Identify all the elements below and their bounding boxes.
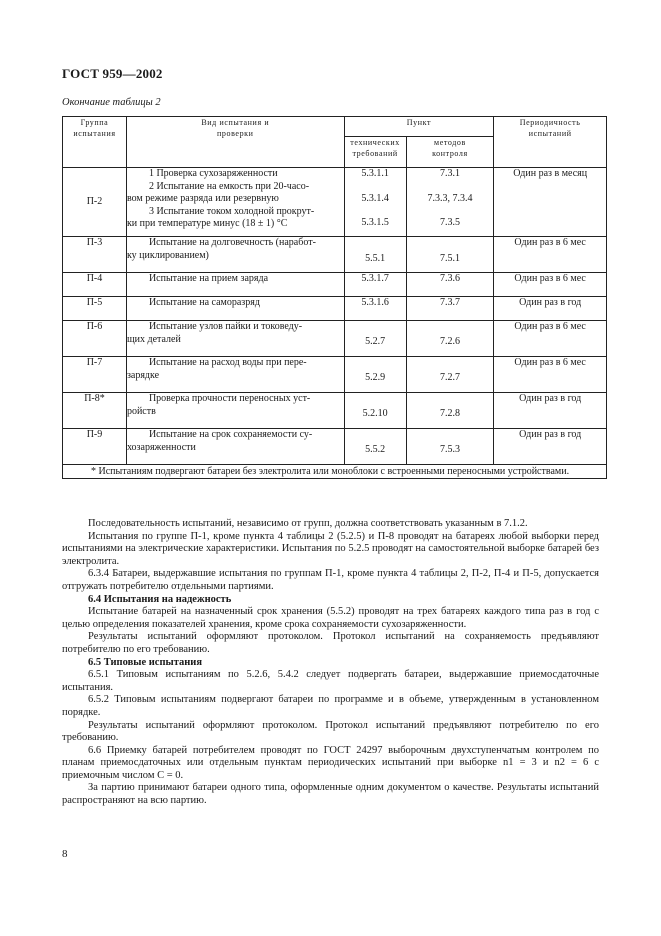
paragraph: 6.5.1 Типовым испытаниям по 5.2.6, 5.4.2 следует подвергать батареи, выдержавшие приемосдаточные испытания. [62,669,599,693]
row-methods: 7.2.8 [406,393,494,429]
row-period: Один раз в год [494,393,607,429]
row-test-name: Испытание на расход воды при пере- зарядке [126,357,344,393]
paragraph: Последовательность испытаний, независимо от групп, должна соответствовать указанным в 7.1.2. [88,518,528,529]
row-test-name: Проверка прочности переносных уст- ройств [126,393,344,429]
paragraph: Результаты испытаний оформляют протоколом. Протокол испытаний на сохраняемость предъявляют потребителю по его требованию. [62,631,599,655]
table-row [63,357,607,393]
row-period: Один раз в год [494,297,607,321]
table-caption: Окончание таблицы 2 [62,97,161,108]
row-group: П-3 [63,237,127,273]
row-group: П-5 [63,297,127,321]
table-row [63,237,607,273]
row-group: П-9 [63,429,127,465]
row-period: Один раз в год [494,429,607,465]
row-tech: 5.3.1.7 [344,273,406,297]
row-tech: 5.3.1.1 5.3.1.4 5.3.1.5 [344,168,406,237]
paragraph: За партию принимают батареи одного типа, оформленные одним документом о качестве. Результаты испытаний распространяют на всю партию. [62,782,599,807]
row-group: П-6 [63,321,127,357]
row-methods: 7.2.7 [406,357,494,393]
header-point: Пункт [344,117,494,137]
table-footnote-row [63,465,607,479]
table-row [63,273,607,297]
row-period: Один раз в 6 мес [494,237,607,273]
header-test-type: Вид испытания и проверки [126,117,344,168]
row-tech: 5.2.9 [344,357,406,393]
row-group: П-7 [63,357,127,393]
paragraph: Испытания по группе П-1, кроме пункта 4 таблицы 2 (5.2.5) и П-8 проводят на батареях любой выборки перед испытаниями на электрические характеристики. Испытания по 5.2.5 проводят на самостоятельной выборке батарей без электролита. [62,530,599,567]
body-text [62,518,599,808]
section-heading: 6.5 Типовые испытания [88,656,203,668]
row-group: П-2 [63,168,127,237]
row-methods: 7.5.3 [406,429,494,465]
row-period: Один раз в 6 мес [494,273,607,297]
row-methods: 7.5.1 [406,237,494,273]
row-tech: 5.3.1.6 [344,297,406,321]
header-tech-requirements: технических требований [344,137,406,168]
paragraph: 6.3.4 Батареи, выдержавшие испытания по группам П-1, кроме пункта 4 таблицы 2, П-2, П-4 и П-5, допускается отгружать потребителю отдельными партиями. [62,568,599,592]
section-heading: 6.4 Испытания на надежность [88,593,232,605]
paragraph: 6.6 Приемку батарей потребителем проводят по ГОСТ 24297 выборочным двухступенчатым контролем по планам приемосдаточных или отдельным пунктам периодических испытаний при выборке n1 = 3 и n2 = 6 с приемочным числом C = 0. [62,744,599,781]
table-row [63,297,607,321]
paragraph: Результаты испытаний оформляют протоколом. Протокол испытаний предъявляют потребителю по его требованию. [62,719,599,744]
row-tech: 5.2.10 [344,393,406,429]
table-row [63,321,607,357]
row-methods: 7.2.6 [406,321,494,357]
paragraph: 6.5.2 Типовым испытаниям подвергают батареи по программе и в объеме, утвержденным в установленном порядке. [62,694,599,718]
row-group: П-8* [63,393,127,429]
row-tech: 5.2.7 [344,321,406,357]
table-row [63,393,607,429]
row-period: Один раз в 6 мес [494,321,607,357]
header-periodicity: Периодичность испытаний [494,117,607,168]
row-group: П-4 [63,273,127,297]
row-period: Один раз в 6 мес [494,357,607,393]
row-tech: 5.5.1 [344,237,406,273]
header-group: Группа испытания [63,117,127,168]
page-number: 8 [62,848,68,860]
row-test-name: Испытание на долговечность (наработ- ку циклированием) [126,237,344,273]
table-row [63,429,607,465]
paragraph: Испытание батарей на назначенный срок хранения (5.5.2) проводят на трех батареях каждого типа раз в год с целью определения показателей хранения, кроме срока сохраняемости сухозаряженности. [62,606,599,630]
row-period: Один раз в месяц [494,168,607,237]
row-methods: 7.3.1 7.3.3, 7.3.4 7.3.5 [406,168,494,237]
row-test-name: Испытание узлов пайки и токоведу- щих деталей [126,321,344,357]
row-test-name: Испытание на прием заряда [126,273,344,297]
header-control-methods: методов контроля [406,137,494,168]
row-methods: 7.3.7 [406,297,494,321]
row-methods: 7.3.6 [406,273,494,297]
document-code: ГОСТ 959—2002 [62,66,163,81]
row-test-name: 1 Проверка сухозаряженности 2 Испытание на емкость при 20-часо- вом режиме разряда или резервную 3 Испытание током холодной прокрут- ки при температуре минус (18 ± 1) °С [126,168,344,237]
table-row [63,168,607,237]
row-test-name: Испытание на срок сохраняемости су- хозаряженности [126,429,344,465]
table-footnote: * Испытаниям подвергают батареи без электролита или моноблоки с встроенными переносными устройствами. [63,465,607,479]
row-test-name: Испытание на саморазряд [126,297,344,321]
row-tech: 5.5.2 [344,429,406,465]
tests-table [62,116,607,479]
